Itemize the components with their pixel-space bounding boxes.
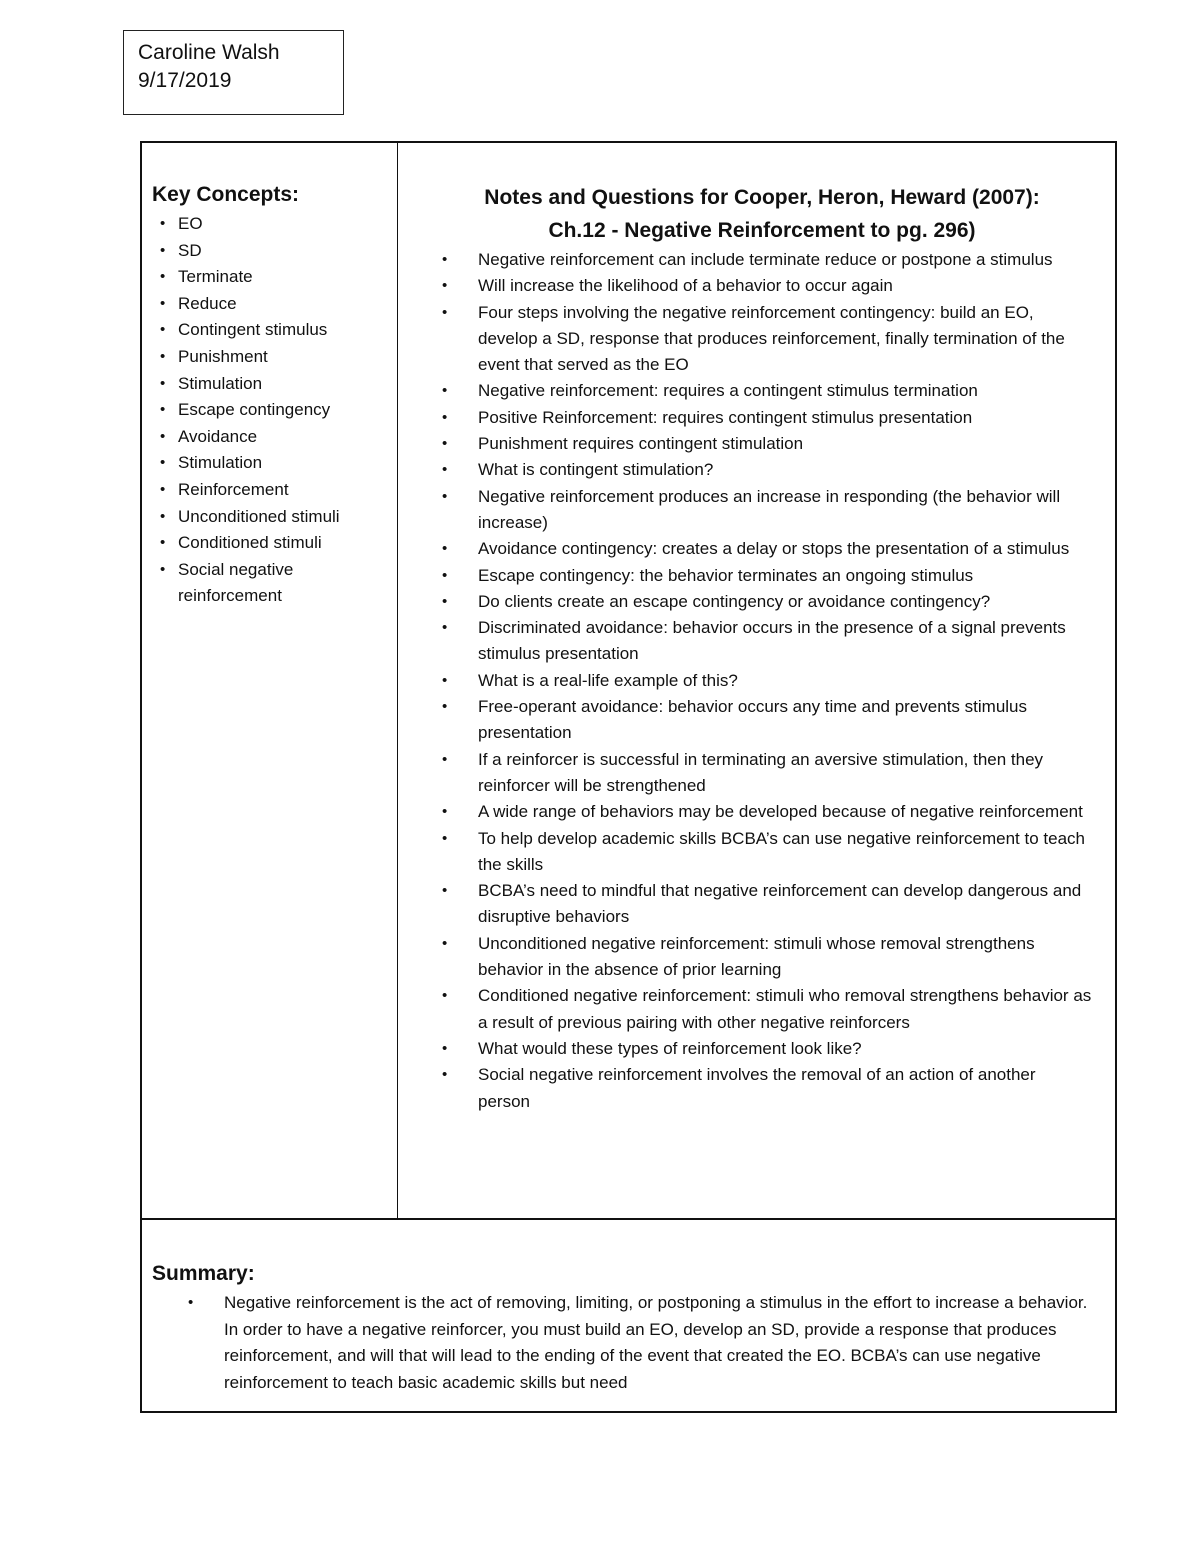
note-item: • Punishment requires contingent stimulation (432, 431, 1092, 457)
note-item: • A wide range of behaviors may be developed because of negative reinforcement (432, 799, 1092, 825)
bullet-icon: • (442, 671, 448, 689)
bullet-icon: • (442, 303, 448, 321)
key-concepts-title: Key Concepts: (152, 183, 300, 206)
bullet-icon: • (442, 461, 448, 479)
notes-title-line-2: Ch.12 - Negative Reinforcement to pg. 296) (548, 219, 976, 242)
note-item: • What is a real-life example of this? (432, 668, 1092, 694)
note-item: • Negative reinforcement: requires a contingent stimulus termination (432, 378, 1092, 404)
bullet-icon: • (160, 534, 166, 552)
concept-item: • Stimulation (152, 371, 390, 398)
bullet-icon: • (442, 1039, 448, 1057)
bullet-icon: • (442, 987, 448, 1005)
concept-item: • Reinforcement (152, 477, 390, 504)
note-item: • Negative reinforcement can include terminate reduce or postpone a stimulus (432, 247, 1092, 273)
note-item: • Social negative reinforcement involves the removal of an action of another person (432, 1062, 1092, 1115)
bullet-icon: • (160, 507, 166, 525)
bullet-icon: • (442, 698, 448, 716)
bullet-icon: • (160, 480, 166, 498)
bullet-icon: • (442, 882, 448, 900)
note-item: • Discriminated avoidance: behavior occurs in the presence of a signal prevents stimulus presentation (432, 615, 1092, 668)
concept-item: • Contingent stimulus (152, 317, 390, 344)
bullet-icon: • (442, 251, 448, 268)
concept-item: • Avoidance (152, 424, 390, 451)
bullet-icon: • (160, 215, 166, 232)
bullet-icon: • (160, 347, 166, 365)
summary-title: Summary: (152, 1262, 255, 1285)
bullet-icon: • (442, 750, 448, 768)
concept-item: • Unconditioned stimuli (152, 504, 390, 531)
concept-item: • SD (152, 238, 390, 265)
key-concepts-column (152, 181, 390, 610)
note-item: • Avoidance contingency: creates a delay or stops the presentation of a stimulus (432, 536, 1092, 562)
bullet-icon: • (442, 619, 448, 637)
concept-item: • Escape contingency (152, 397, 390, 424)
key-concepts-list (152, 211, 390, 610)
concept-item: • Terminate (152, 264, 390, 291)
concept-item: • EO (152, 211, 390, 238)
column-divider (397, 143, 398, 1218)
concept-item: • Conditioned stimuli (152, 530, 390, 557)
bullet-icon: • (160, 401, 166, 419)
bullet-icon: • (160, 454, 166, 472)
note-item: • Free-operant avoidance: behavior occurs any time and prevents stimulus presentation (432, 694, 1092, 747)
bullet-icon: • (160, 321, 166, 339)
note-item: • To help develop academic skills BCBA’s can use negative reinforcement to teach the skills (432, 826, 1092, 879)
bullet-icon: • (160, 294, 166, 312)
concept-item: • Punishment (152, 344, 390, 371)
summary-list (152, 1290, 1102, 1396)
summary-item: • Negative reinforcement is the act of removing, limiting, or postponing a stimulus in the effort to increase a behavior. In order to have a negative reinforcer, you must build an EO, develop an SD, provide a response that produces reinforcement, and will that will lead to the ending of the event that created the EO. BCBA’s can use negative reinforcement to teach basic academic skills but need (152, 1290, 1102, 1396)
notes-title-line-1: Notes and Questions for Cooper, Heron, Heward (2007): (484, 186, 1040, 209)
concept-item: • Reduce (152, 291, 390, 318)
note-item: • If a reinforcer is successful in terminating an aversive stimulation, then they reinforcer will be strengthened (432, 747, 1092, 800)
concept-item: • Stimulation (152, 450, 390, 477)
note-item: • Positive Reinforcement: requires contingent stimulus presentation (432, 405, 1092, 431)
note-item: • BCBA’s need to mindful that negative reinforcement can develop dangerous and disruptive behaviors (432, 878, 1092, 931)
bullet-icon: • (442, 934, 448, 952)
note-item: • Escape contingency: the behavior terminates an ongoing stimulus (432, 563, 1092, 589)
bullet-icon: • (188, 1294, 194, 1311)
note-item: • Do clients create an escape contingency or avoidance contingency? (432, 589, 1092, 615)
note-item: • What would these types of reinforcement look like? (432, 1036, 1092, 1062)
bullet-icon: • (160, 241, 166, 259)
bullet-icon: • (442, 435, 448, 453)
concept-item: • Social negative reinforcement (152, 557, 390, 610)
bullet-icon: • (442, 566, 448, 584)
notes-table (140, 141, 1117, 1220)
bullet-icon: • (442, 382, 448, 400)
bullet-icon: • (442, 540, 448, 558)
bullet-icon: • (442, 592, 448, 610)
author-name: Caroline Walsh (138, 41, 280, 64)
document-date: 9/17/2019 (138, 69, 232, 92)
bullet-icon: • (160, 560, 166, 578)
bullet-icon: • (442, 408, 448, 426)
note-item: • Conditioned negative reinforcement: stimuli who removal strengthens behavior as a result of previous pairing with other negative reinforcers (432, 983, 1092, 1036)
notes-list (432, 247, 1092, 1115)
bullet-icon: • (160, 427, 166, 445)
bullet-icon: • (442, 803, 448, 821)
note-item: • Will increase the likelihood of a behavior to occur again (432, 273, 1092, 299)
bullet-icon: • (160, 268, 166, 286)
bullet-icon: • (442, 487, 448, 505)
bullet-icon: • (442, 277, 448, 295)
note-item: • Four steps involving the negative reinforcement contingency: build an EO, develop a SD, response that produces reinforcement, finally termination of the event that served as the EO (432, 300, 1092, 379)
bullet-icon: • (442, 1066, 448, 1084)
bullet-icon: • (160, 374, 166, 392)
bullet-icon: • (442, 829, 448, 847)
note-item: • Unconditioned negative reinforcement: stimuli whose removal strengthens behavior in the absence of prior learning (432, 931, 1092, 984)
name-date-box (123, 30, 344, 115)
notes-column (432, 181, 1092, 1115)
note-item: • Negative reinforcement produces an increase in responding (the behavior will increase) (432, 484, 1092, 537)
note-item: • What is contingent stimulation? (432, 457, 1092, 483)
summary-section (140, 1218, 1117, 1413)
